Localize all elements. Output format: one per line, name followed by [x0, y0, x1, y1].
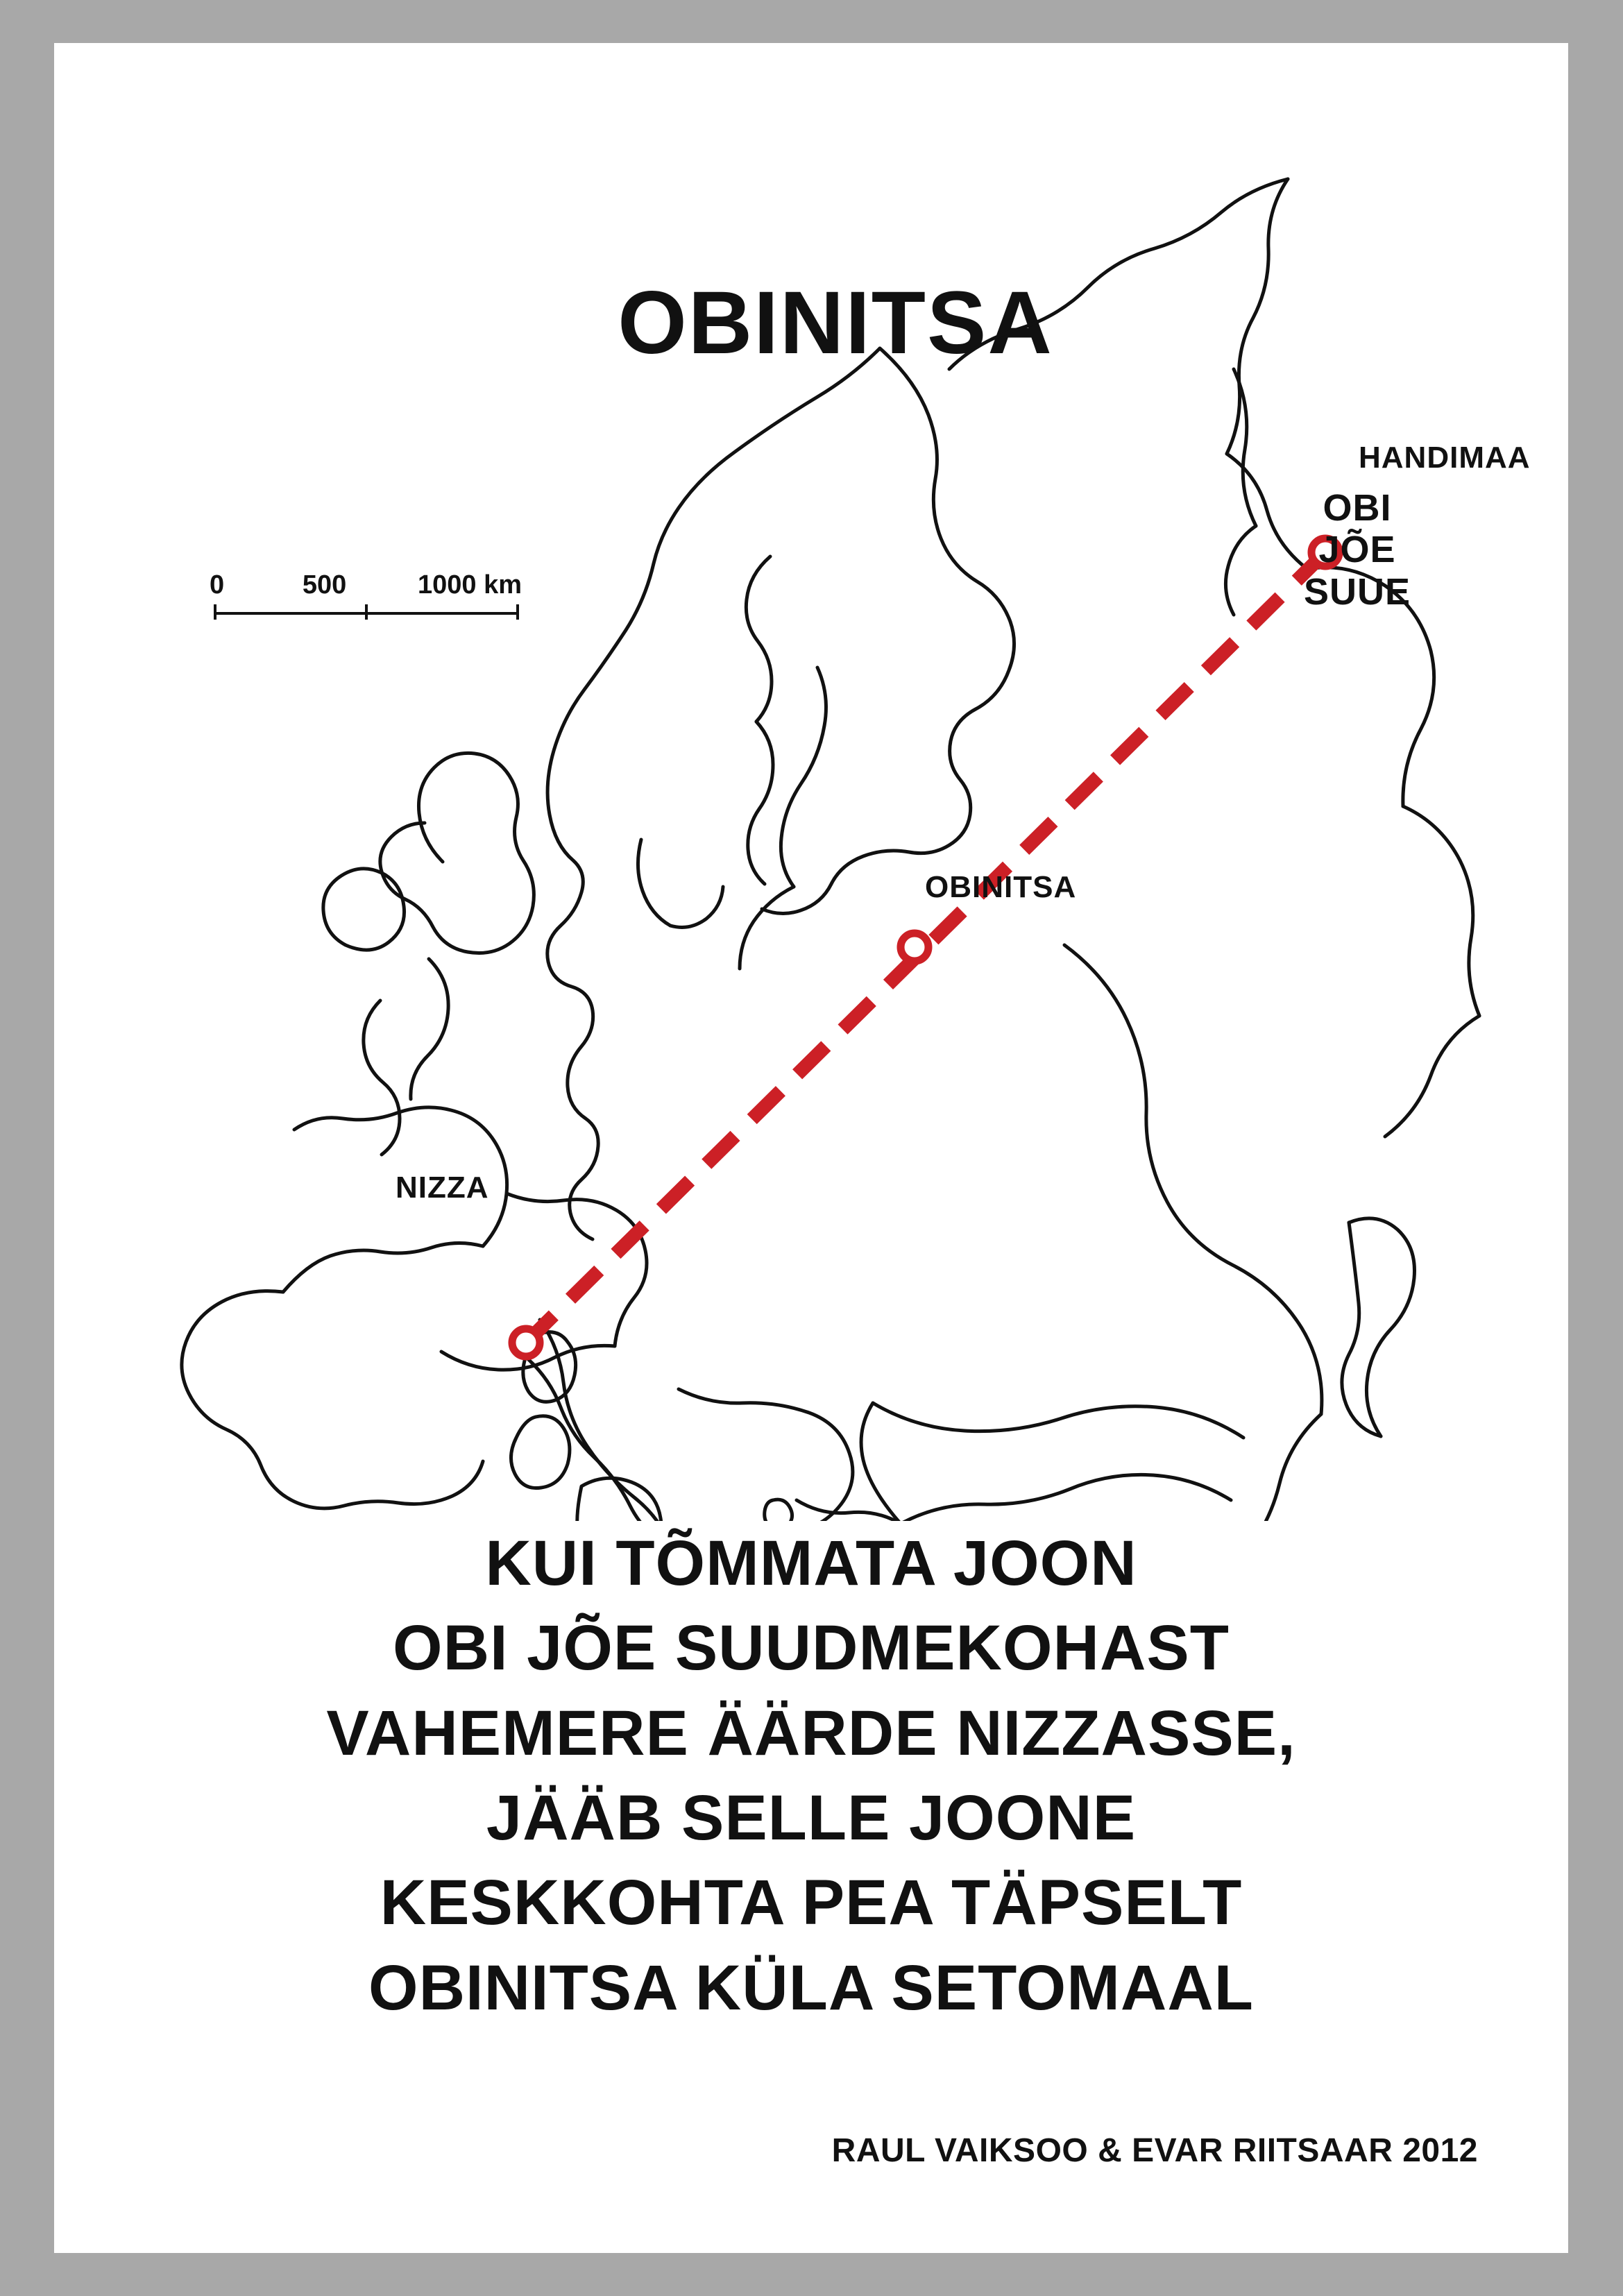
- map-label-obi-joe-suue: [1281, 487, 1434, 613]
- map-label-nizza: NIZZA: [396, 1171, 489, 1205]
- scale-label-mid: 500: [302, 570, 347, 599]
- caption-line: KUI TÕMMATA JOON: [485, 1528, 1137, 1599]
- credit-line: RAUL VAIKSOO & EVAR RIITSAAR 2012: [831, 2132, 1478, 2169]
- marker-nizza: [512, 1329, 540, 1357]
- caption-block: [54, 1521, 1568, 2030]
- map-label-obinitsa: OBINITSA: [925, 870, 1077, 904]
- page-title: OBINITSA: [618, 273, 1053, 373]
- caption-line: VAHEMERE ÄÄRDE NIZZASSE,: [326, 1697, 1296, 1769]
- scale-label-0: 0: [210, 570, 225, 599]
- map-label-obi-line3: SUUE: [1303, 570, 1411, 613]
- scale-label-max: 1000 km: [417, 570, 522, 599]
- caption-line: KESKKOHTA PEA TÄPSELT: [380, 1867, 1243, 1939]
- caption-line: OBINITSA KÜLA SETOMAAL: [368, 1952, 1254, 2023]
- map-label-obi-line1: OBI: [1323, 487, 1392, 529]
- map-label-obi-line2: JÕE: [1318, 529, 1396, 571]
- europe-map: [54, 140, 1568, 1521]
- map-label-handimaa: HANDIMAA: [1359, 441, 1531, 475]
- marker-obinitsa: [901, 933, 928, 961]
- caption-line: OBI JÕE SUUDMEKOHAST: [393, 1613, 1230, 1684]
- poster-sheet: [54, 43, 1568, 2253]
- caption-line: JÄÄB SELLE JOONE: [486, 1783, 1137, 1854]
- map-scale-bar: [210, 570, 522, 620]
